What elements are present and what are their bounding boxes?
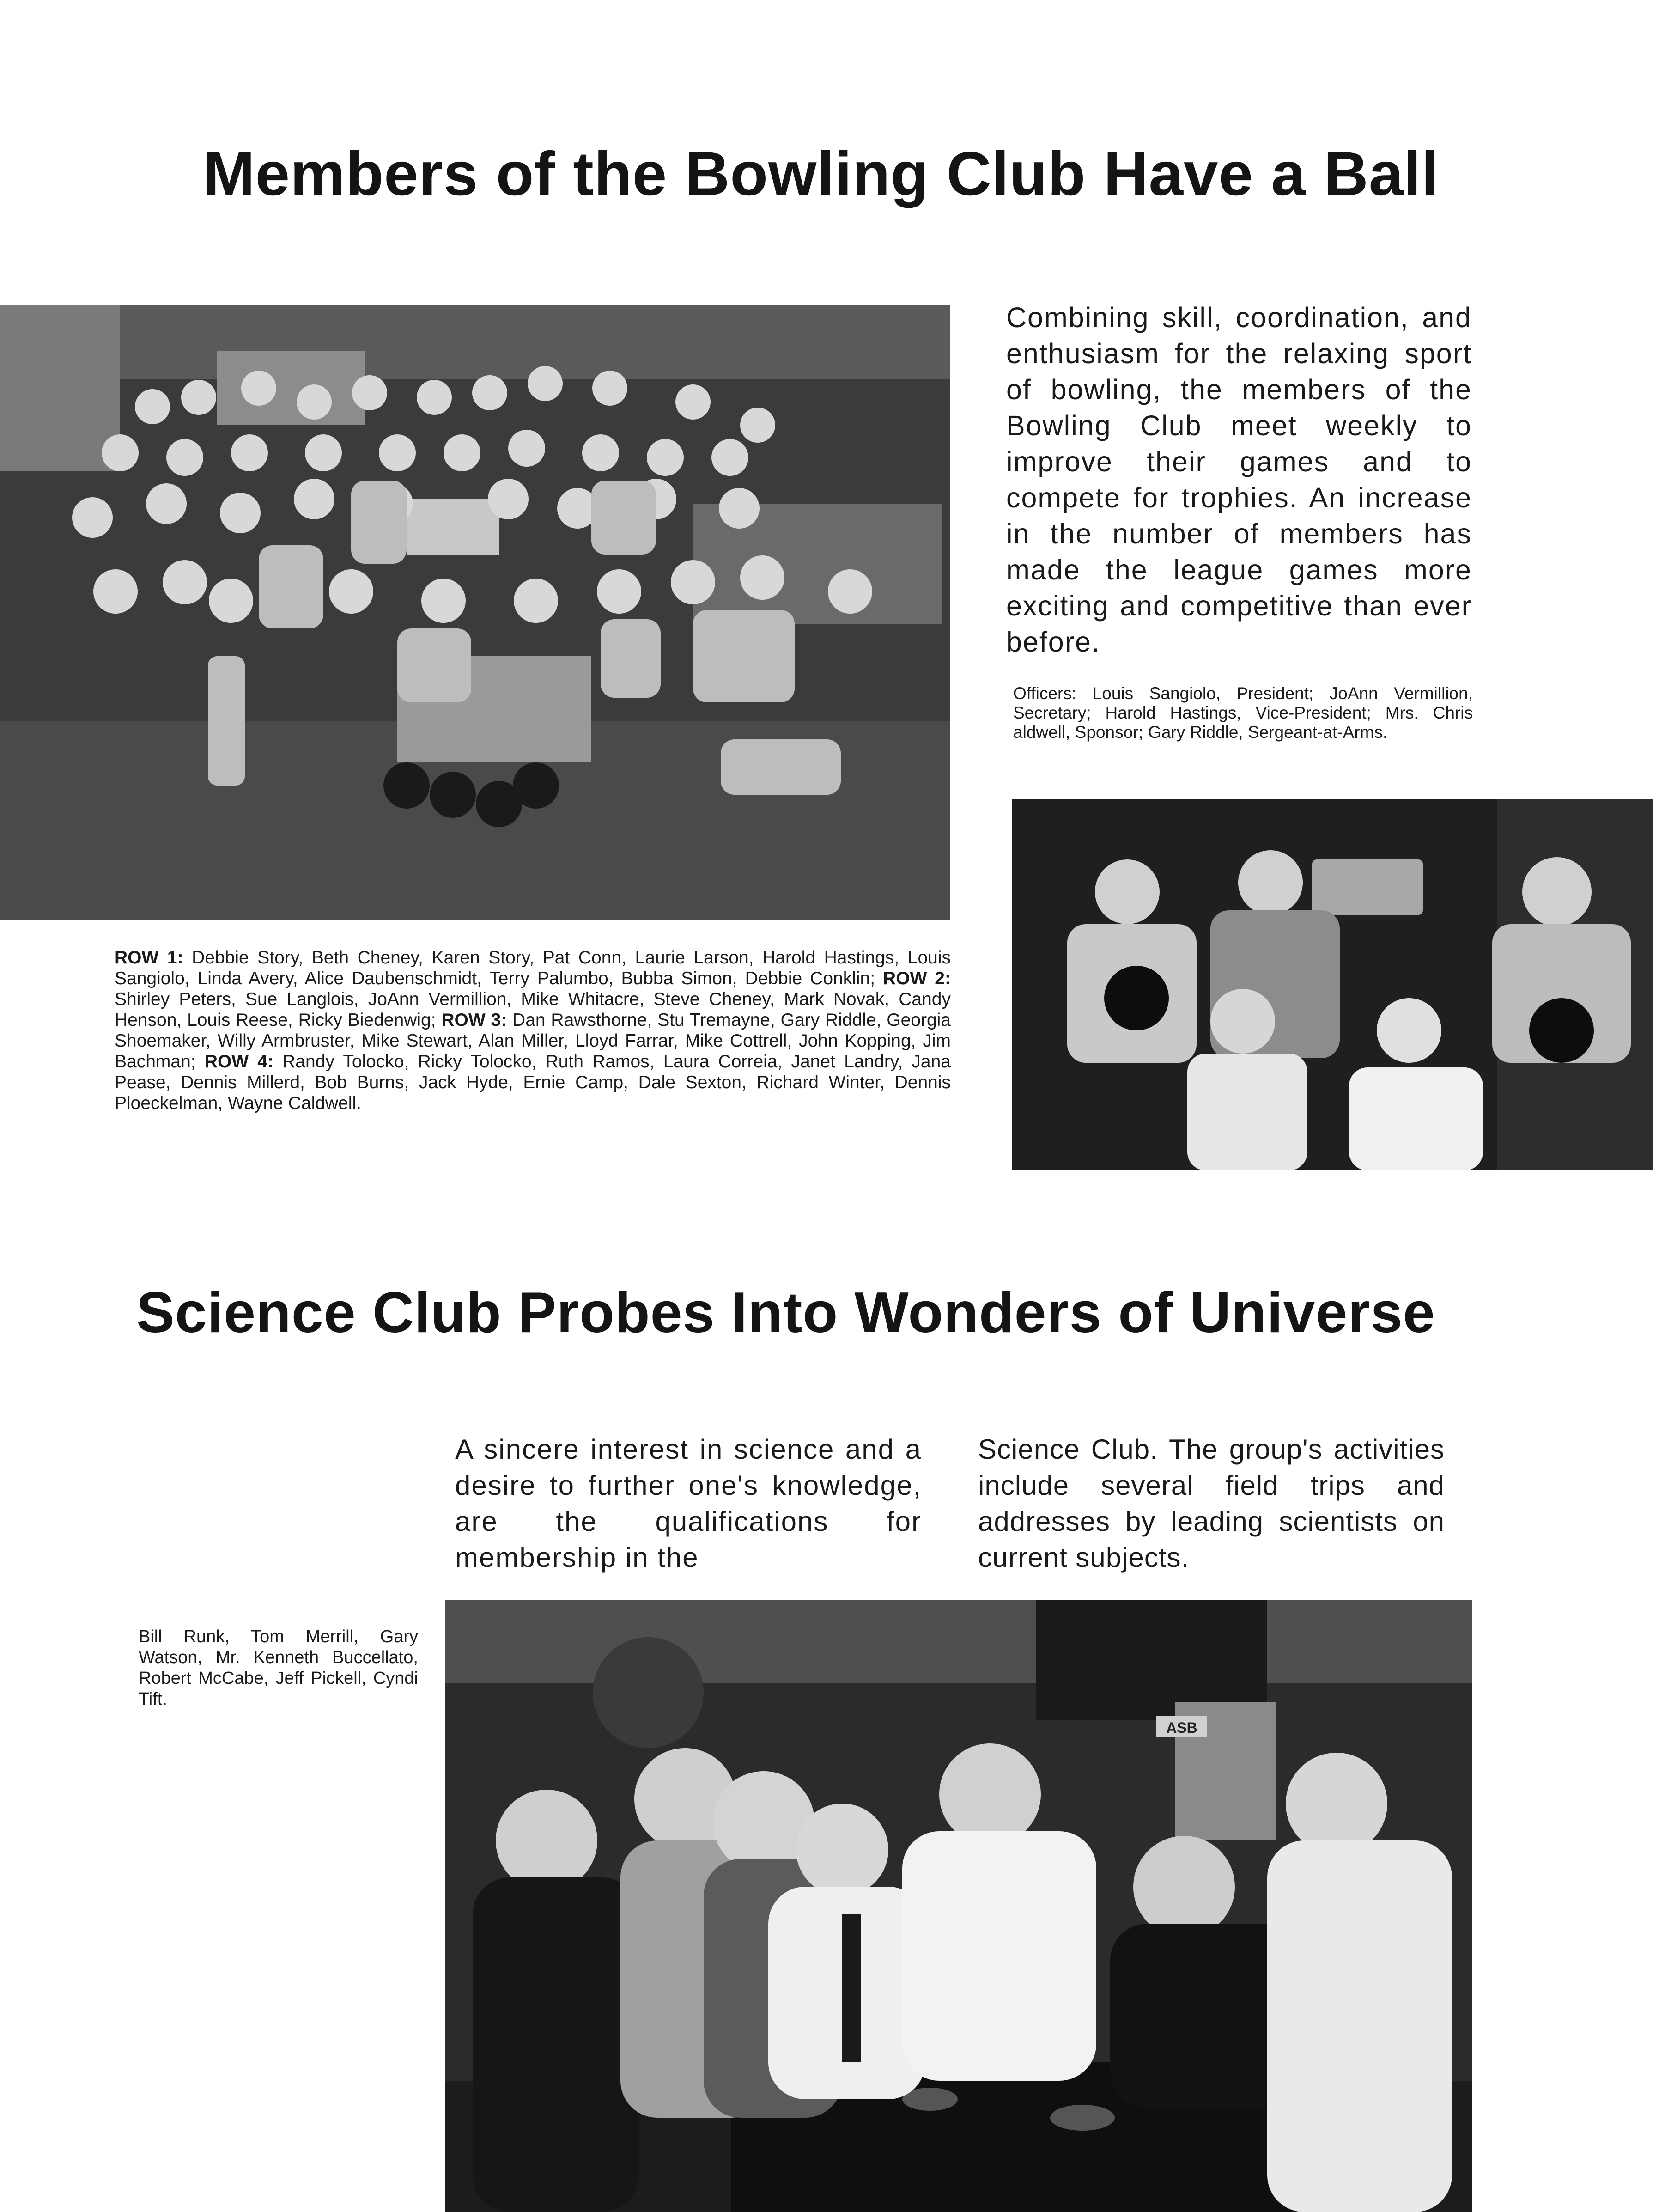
bowling-headline: Members of the Bowling Club Have a Ball	[203, 140, 1439, 208]
row2-label: ROW 2:	[883, 969, 951, 988]
row1-label: ROW 1:	[115, 948, 183, 968]
bowling-intro-text: Combining skill, coordination, and enthusiasm for the relaxing sport of bowling, the members of the Bowling Club meet weekly to improve their games and to compete for trophies. An increase in the number of members has made the league games more exciting and competitive than ever before.	[1006, 302, 1472, 658]
science-headline: Science Club Probes Into Wonders of Universe	[136, 1281, 1435, 1345]
asb-sign-text: ASB	[1166, 1719, 1197, 1736]
row3-label: ROW 3:	[441, 1010, 507, 1030]
bowling-group-photo	[0, 305, 950, 920]
row2-names: Shirley Peters, Sue Langlois, JoAnn Vermillion, Mike Whitacre, Steve Cheney, Mark Novak, Candy Henson, Louis Reese, Ricky Biedenwig;	[115, 989, 951, 1030]
officers-caption: Officers: Louis Sangiolo, President; JoAnn Vermillion, Secretary; Harold Hastings, Vice-President; Mrs. Chris aldwell, Sponsor; Gary Riddle, Sergeant-at-Arms.	[1013, 684, 1473, 742]
row3-names: Dan Rawsthorne, Stu Tremayne, Gary Riddle, Georgia Shoemaker, Willy Armbruster, Mike Stewart, Alan Miller, Lloyd Farrar, Mike Cottrell, John Kopping, Jim Bachman;	[115, 1010, 951, 1072]
row4-label: ROW 4:	[204, 1052, 273, 1072]
science-photo-caption: Bill Runk, Tom Merrill, Gary Watson, Mr. Kenneth Buccellato, Robert McCabe, Jeff Pickell, Cyndi Tift.	[139, 1627, 418, 1709]
science-club-photo	[445, 1600, 1472, 2212]
row4-names: Randy Tolocko, Ricky Tolocko, Ruth Ramos, Laura Correia, Janet Landry, Jana Pease, Dennis Millerd, Bob Burns, Jack Hyde, Ernie Camp, Dale Sexton, Richard Winter, Dennis Ploeckelman, Wayne Caldwell.	[115, 1052, 951, 1113]
science-intro-col1: A sincere interest in science and a desire to further one's knowledge, are the qualifications for membership in the	[455, 1434, 922, 1573]
bowling-group-caption	[115, 947, 951, 1114]
science-intro-col2: Science Club. The group's activities include several field trips and addresses by leading scientists on current subjects.	[978, 1434, 1445, 1573]
row1-names: Debbie Story, Beth Cheney, Karen Story, Pat Conn, Laurie Larson, Harold Hastings, Louis Sangiolo, Linda Avery, Alice Daubenschmidt, Terry Palumbo, Bubba Simon, Debbie Conklin;	[115, 948, 951, 988]
officers-photo	[1012, 799, 1653, 1170]
